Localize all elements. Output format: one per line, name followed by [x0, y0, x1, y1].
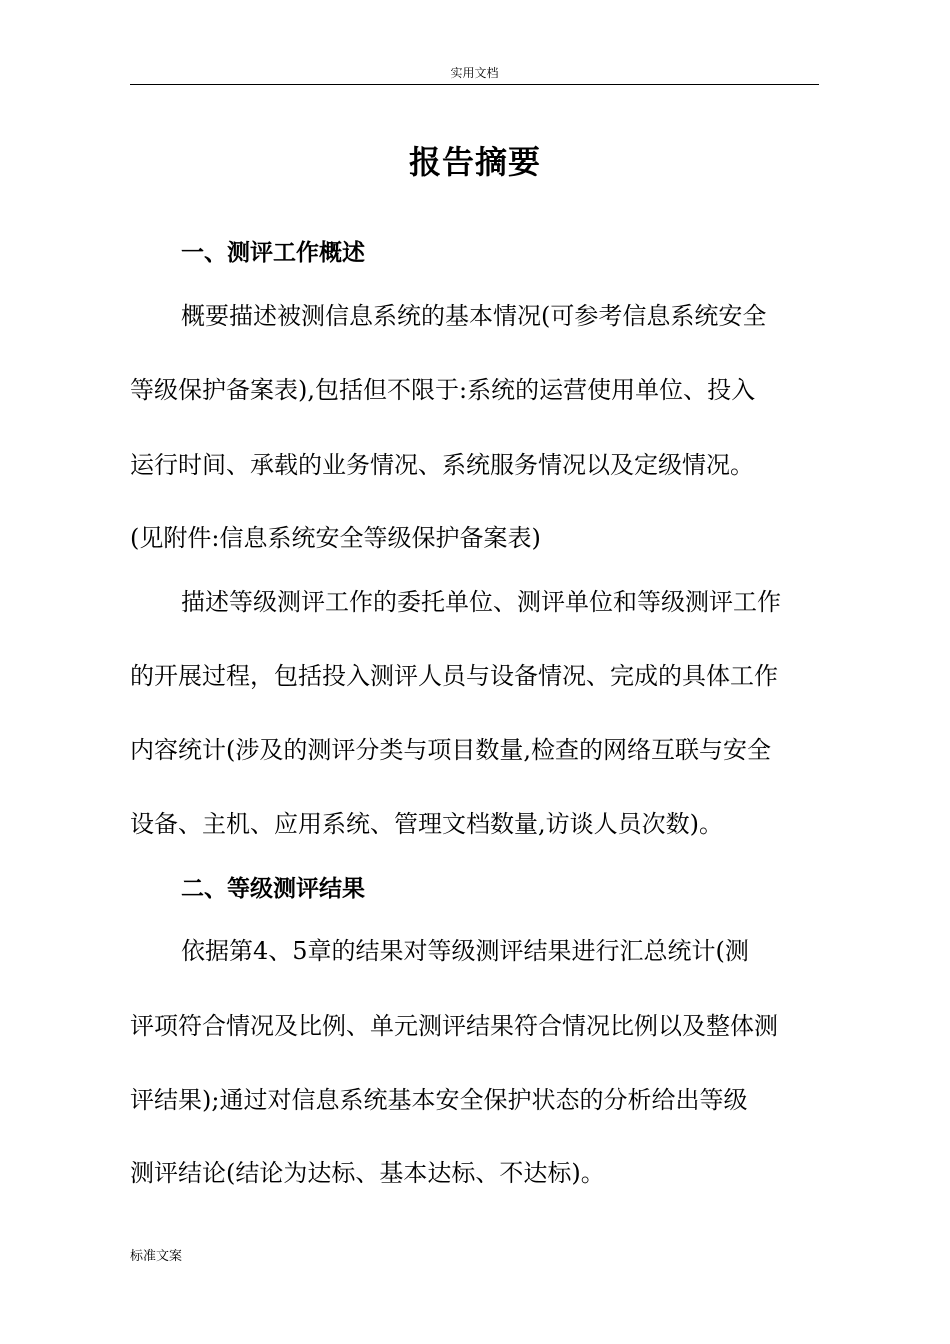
section-heading-1: 一、测评工作概述 — [181, 240, 365, 266]
paragraph-line: (见附件:信息系统安全等级保护备案表) — [130, 524, 541, 552]
paragraph-line: 的开展过程，包括投入测评人员与设备情况、完成的具体工作 — [130, 662, 778, 690]
paragraph-line: 评结果);通过对信息系统基本安全保护状态的分析给出等级 — [130, 1086, 748, 1114]
page-header: 实用文档 — [130, 62, 819, 85]
paragraph-line: 描述等级测评工作的委托单位、测评单位和等级测评工作 — [181, 588, 781, 616]
paragraph-line: 运行时间、承载的业务情况、系统服务情况以及定级情况。 — [130, 451, 754, 479]
paragraph-line: 概要描述被测信息系统的基本情况(可参考信息系统安全 — [181, 302, 767, 330]
paragraph-line: 内容统计(涉及的测评分类与项目数量,检查的网络互联与安全 — [130, 736, 771, 764]
paragraph-line: 设备、主机、应用系统、管理文档数量,访谈人员次数)。 — [130, 810, 723, 838]
paragraph-line: 评项符合情况及比例、单元测评结果符合情况比例以及整体测 — [130, 1012, 778, 1040]
paragraph-line: 测评结论(结论为达标、基本达标、不达标)。 — [130, 1159, 605, 1187]
page-footer: 标准文案 — [130, 1249, 183, 1264]
paragraph-line: 依据第4、5章的结果对等级测评结果进行汇总统计(测 — [181, 937, 749, 965]
paragraph-line: 等级保护备案表),包括但不限于:系统的运营使用单位、投入 — [130, 376, 756, 404]
section-heading-2: 二、等级测评结果 — [181, 876, 365, 902]
document-title: 报告摘要 — [408, 143, 541, 181]
